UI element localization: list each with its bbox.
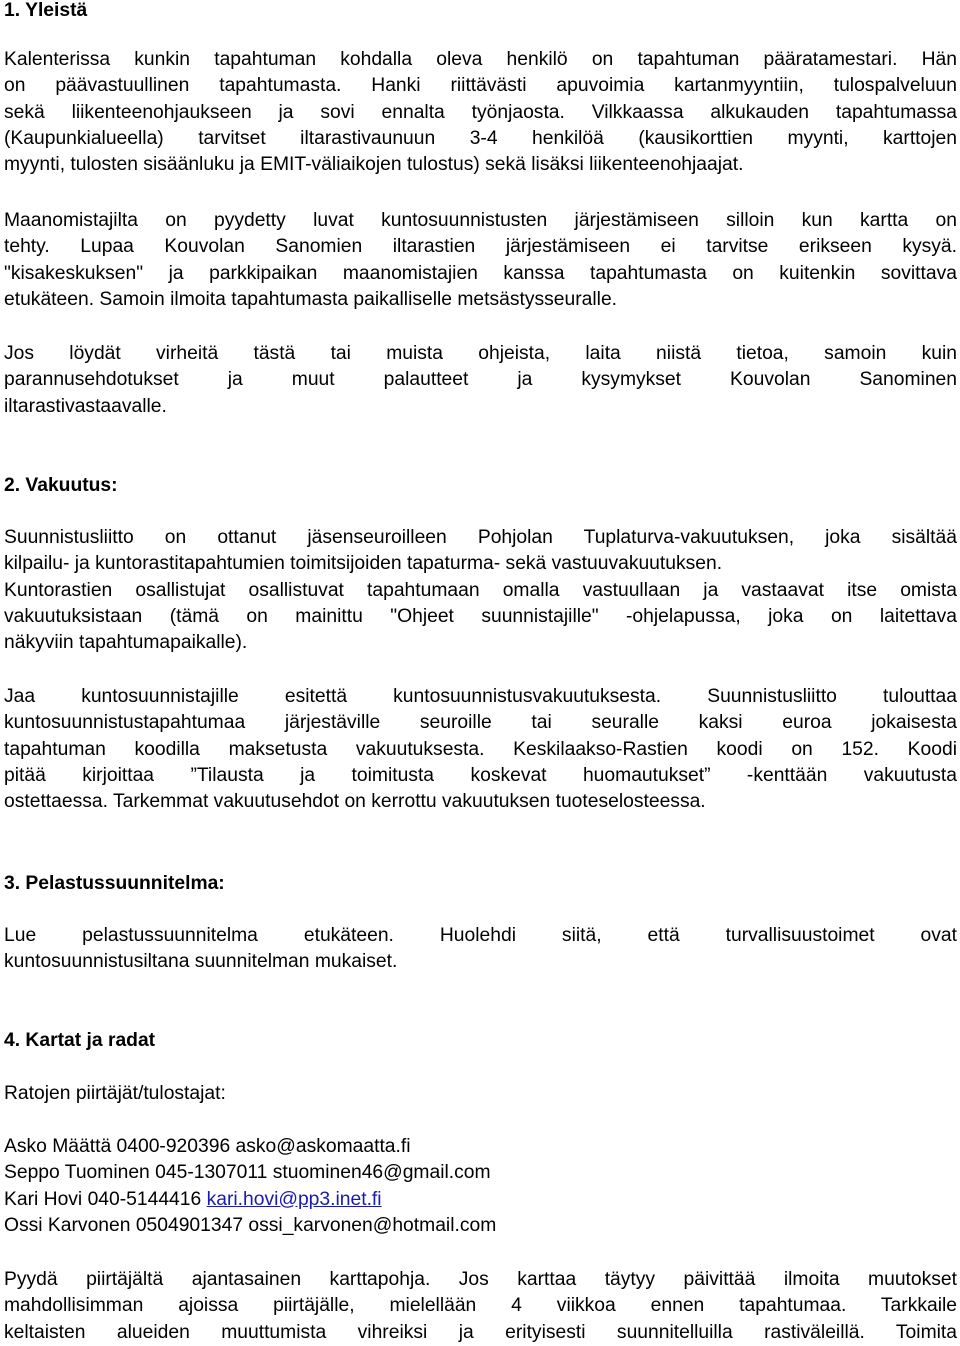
text-line: Kuntorastien osallistujat osallistuvat tapahtumaan omalla vastuullaan ja vastaavat itse omista [4,579,957,601]
text-line: Lue pelastussuunnitelma etukäteen. Huolehdi siitä, että turvallisuustoimet ovat [4,925,957,946]
text-line: kilpailu- ja kuntorastitapahtumien toimitsijoiden tapaturma- sekä vastuuvakuutuksen. [4,553,723,575]
paragraph-insurance [4,525,957,656]
contact-name-phone: Asko Määttä 0400-920396 [4,1136,231,1157]
section-heading-vakuutus: 2. Vakuutus: [4,475,118,496]
text-line: etukäteen. Samoin ilmoita tapahtumasta paikalliselle metsästysseuralle. [4,288,618,310]
text-line: mahdollisimman ajoissa piirtäjälle, mielellään 4 viikkoa ennen tapahtumaa. Tarkkaile [4,1295,957,1317]
text-line: Pyydä piirtäjältä ajantasainen karttapohja. Jos karttaa täytyy päivittää ilmoita muutokset [4,1269,957,1290]
text-line: kuntosuunnistustapahtumaa järjestäville seuroille tai seuralle kaksi euroa jokaisesta [4,712,957,734]
text-line: tapahtuman koodilla maksetusta vakuutuksesta. Keskilaakso-Rastien koodi on 152. Koodi [4,738,957,760]
contact-email: asko@askomaatta.fi [235,1136,411,1157]
contact-email-link[interactable]: kari.hovi@pp3.inet.fi [206,1188,382,1210]
text-line: "kisakeskuksen" ja parkkipaikan maanomistajien kanssa tapahtumasta on kuitenkin sovittava [4,262,957,284]
text-line: Suunnistusliitto on ottanut jäsenseuroilleen Pohjolan Tuplaturva-vakuutuksen, joka sisältää [4,527,957,548]
text-line: Jos löydät virheitä tästä tai muista ohjeista, laita niistä tietoa, samoin kuin [4,343,957,364]
text-line: tehty. Lupaa Kouvolan Sanomien iltarastien järjestämiseen ei tarvitse erikseen kysyä. [4,236,957,258]
text-line: keltaisten alueiden muuttumista vihreiksi ja erityisesti suunnitelluilla rastiväleillä. Toimita [4,1321,957,1343]
section-heading-yleista: 1. Yleistä [4,0,88,21]
text-line: Kalenterissa kunkin tapahtuman kohdalla oleva henkilö on tapahtuman pääratamestari. Hän [4,49,957,70]
paragraph-feedback [4,341,957,420]
contact-name-phone: Kari Hovi 040-5144416 [4,1188,202,1210]
text-line: on päävastuullinen tapahtumasta. Hanki riittävästi apuvoimia kartanmyyntiin, tulospalveluun [4,75,957,97]
contact-name-phone: Ossi Karvonen 0504901347 [4,1214,244,1236]
contact-item [4,1160,957,1186]
paragraph-responsibility [4,47,957,178]
text-line: näkyviin tapahtumapaikalle). [4,632,248,654]
contact-email: ossi_karvonen@hotmail.com [248,1214,497,1236]
paragraph-landowners [4,208,957,313]
subheading-map-drawers: Ratojen piirtäjät/tulostajat: [4,1083,226,1104]
paragraph-rescue-plan [4,923,957,976]
text-line: Maanomistajilta on pyydetty luvat kuntosuunnistusten järjestämiseen silloin kun kartta on [4,210,957,231]
section-heading-pelastussuunnitelma: 3. Pelastussuunnitelma: [4,873,225,894]
text-line: ostettaessa. Tarkemmat vakuutusehdot on kerrottu vakuutuksen tuoteselosteessa. [4,791,706,813]
text-line: myynti, tulosten sisäänluku ja EMIT-väliaikojen tulostus) sekä lisäksi liikenteenohjaajat. [4,154,744,176]
contact-name-phone: Seppo Tuominen 045-1307011 [4,1162,268,1184]
text-line: Jaa kuntosuunnistajille esitettä kuntosuunnistusvakuutuksesta. Suunnistusliitto tulouttaa [4,686,957,707]
contact-item [4,1134,957,1160]
text-line: parannusehdotukset ja muut palautteet ja kysymykset Kouvolan Sanominen [4,369,957,391]
text-line: sekä liikenteenohjaukseen ja sovi ennalta työnjaosta. Vilkkaassa alkukauden tapahtumassa [4,101,957,123]
text-line: pitää kirjoittaa ”Tilausta ja toimitusta koskevat huomautukset” -kenttään vakuutusta [4,764,957,786]
text-line: iltarastivastaavalle. [4,395,167,417]
text-line: kuntosuunnistusiltana suunnitelman mukaiset. [4,951,398,973]
contact-email: stuominen46@gmail.com [272,1162,491,1184]
paragraph-insurance-brochure [4,684,957,815]
text-line: vakuutuksistaan (tämä on mainittu "Ohjeet suunnistajille" -ohjelapussa, joka on laitettava [4,605,957,627]
paragraph-map-updates [4,1267,957,1346]
contact-item [4,1187,957,1213]
section-heading-kartat: 4. Kartat ja radat [4,1030,156,1051]
text-line: (Kaupunkialueella) tarvitset iltarastivaunuun 3-4 henkilöä (kausikorttien myynti, karttojen [4,127,957,149]
contact-list [4,1134,957,1239]
contact-item [4,1213,957,1239]
